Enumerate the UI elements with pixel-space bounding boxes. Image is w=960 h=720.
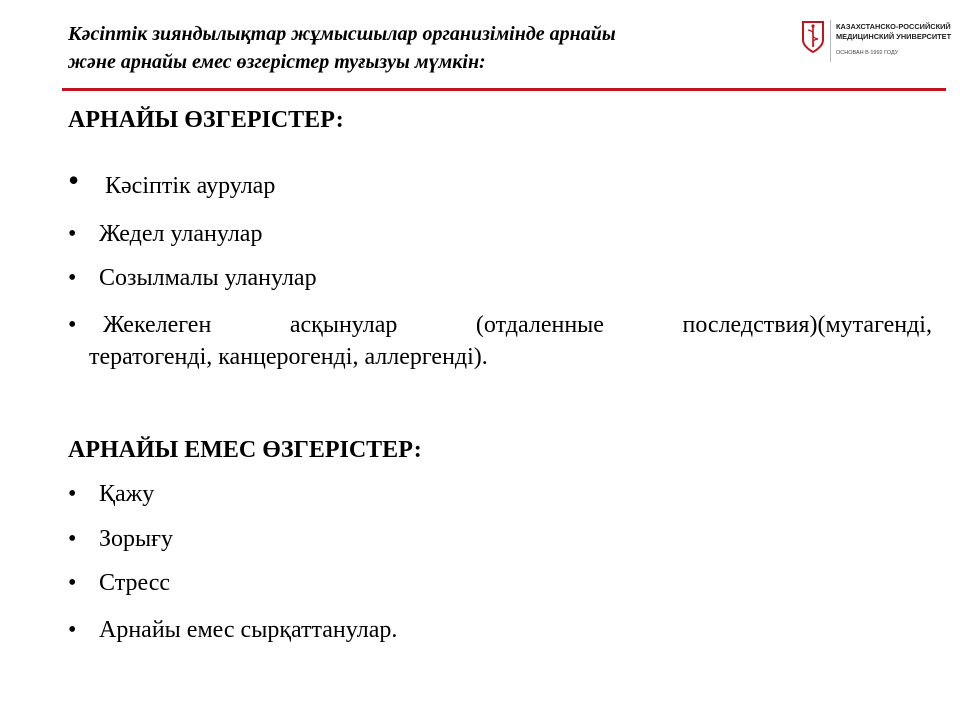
bullet-icon: • — [68, 570, 77, 596]
bullet-icon: • — [68, 265, 77, 291]
list-item-text: Зорығу — [99, 526, 173, 552]
list-item-text: Жедел уланулар — [99, 221, 263, 247]
bullet-icon: • — [68, 481, 77, 507]
list-item — [68, 162, 276, 202]
list-item — [68, 614, 397, 646]
list-item — [68, 309, 932, 373]
nonspecific-changes-heading: АРНАЙЫ ЕМЕС ӨЗГЕРІСТЕР: — [68, 437, 422, 463]
slide-title — [68, 20, 808, 76]
logo-divider — [830, 20, 831, 62]
slide-title-line-1: Кәсіптік зияндылықтар жұмысшылар организімінде арнайы — [68, 23, 616, 45]
university-logo — [796, 16, 952, 68]
list-item — [68, 218, 262, 250]
list-item — [68, 523, 173, 555]
logo-line-1: КАЗАХСТАНСКО-РОССИЙСКИЙ — [836, 22, 951, 31]
caduceus-shield-icon — [800, 20, 826, 54]
specific-changes-heading: АРНАЙЫ ӨЗГЕРІСТЕР: — [68, 107, 344, 133]
list-item-word: последствия)(мутагенді, — [682, 312, 932, 338]
list-item — [68, 567, 170, 599]
bullet-icon: • — [68, 526, 77, 552]
bullet-icon: • — [68, 162, 80, 198]
logo-line-2: МЕДИЦИНСКИЙ УНИВЕРСИТЕТ — [836, 32, 952, 41]
list-item-text-line-1 — [103, 309, 932, 341]
list-item-word: асқынулар — [289, 312, 398, 338]
header-divider — [62, 88, 946, 91]
logo-tagline: ОСНОВАН В 1992 ГОДУ — [836, 50, 899, 56]
bullet-icon: • — [68, 312, 77, 338]
list-item-text: Стресс — [99, 570, 171, 596]
bullet-icon: • — [68, 617, 77, 643]
list-item-word: Жекелеген — [103, 312, 212, 338]
list-item-text: Кәсіптік аурулар — [105, 173, 276, 199]
list-item-text: Арнайы емес сырқаттанулар. — [99, 617, 398, 643]
list-item — [68, 478, 154, 510]
bullet-icon: • — [68, 221, 77, 247]
list-item — [68, 262, 317, 294]
list-item-text: Созылмалы уланулар — [99, 265, 317, 291]
list-item-text: Қажу — [99, 481, 155, 507]
list-item-text-line-2: тератогенді, канцерогенді, аллергенді). — [89, 344, 488, 370]
slide-title-line-2: және арнайы емес өзгерістер туғызуы мүмкін: — [68, 51, 486, 73]
list-item-word: (отдаленные — [475, 312, 604, 338]
logo-text — [836, 22, 951, 42]
